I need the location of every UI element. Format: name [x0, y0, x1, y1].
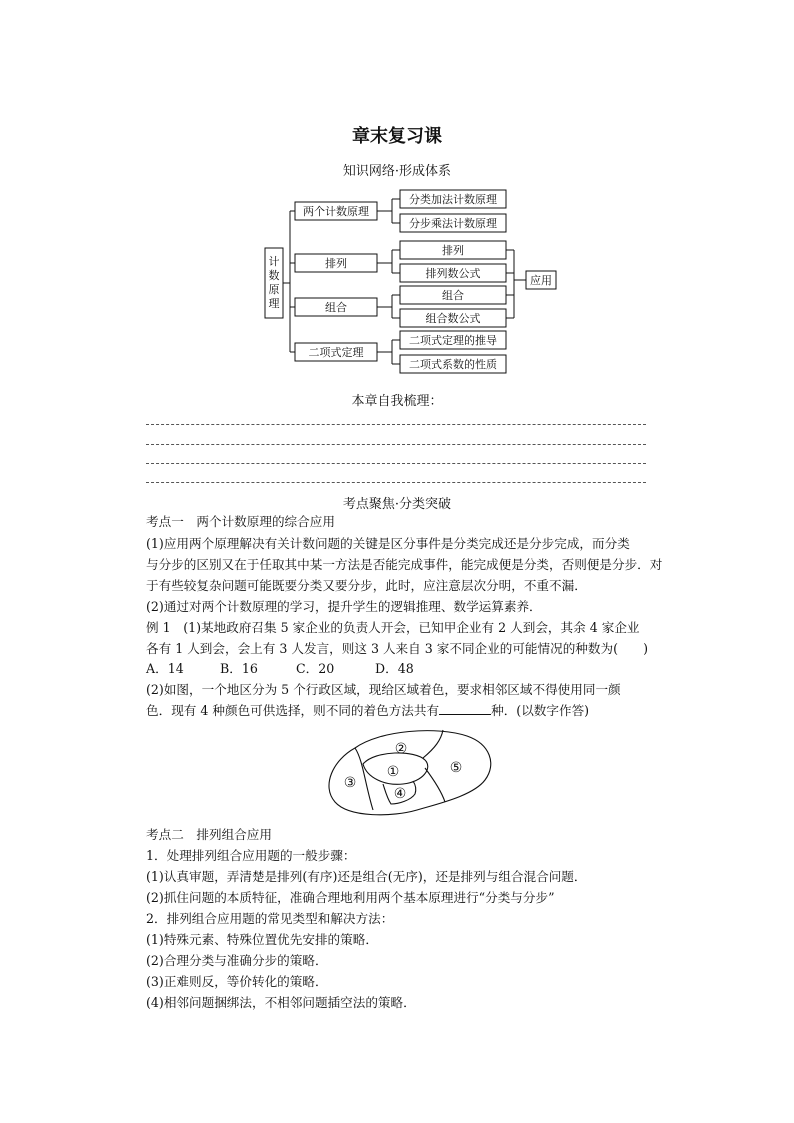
example1-question-text: 种．(以数字作答) — [491, 703, 590, 718]
tree-leaf-label: 分类加法计数原理 — [409, 193, 497, 206]
tree-mid-label: 组合 — [325, 301, 347, 314]
kp2-heading: 考点二 排列组合应用 — [146, 827, 272, 842]
answer-line — [146, 424, 646, 425]
answer-line — [146, 463, 646, 464]
region-map-diagram — [325, 726, 497, 820]
tree-application-label: 应用 — [530, 274, 552, 287]
region-label: ② — [394, 741, 408, 757]
kp2-item: (3)正难则反，等价转化的策略． — [146, 974, 328, 989]
knowledge-tree-diagram — [260, 186, 560, 376]
tree-leaf-label: 二项式定理的推导 — [409, 334, 497, 347]
answer-line — [146, 444, 646, 445]
tree-root-char: 计 — [268, 255, 280, 268]
focus-heading: 考点聚焦·分类突破 — [342, 497, 452, 512]
tree-root-char: 原 — [268, 283, 280, 296]
network-heading: 知识网络·形成体系 — [342, 164, 452, 179]
tree-root-char: 理 — [268, 297, 280, 310]
review-heading: 本章自我梳理： — [351, 394, 443, 409]
tree-leaf-label: 二项式系数的性质 — [409, 358, 497, 371]
kp1-paragraph-line: (1)应用两个原理解决有关计数问题的关键是区分事件是分类完成还是分步完成，而分类 — [146, 536, 630, 551]
tree-leaf-label: 组合数公式 — [425, 312, 481, 325]
page-title: 章末复习课 — [352, 126, 442, 147]
kp2-item: (1)特殊元素、特殊位置优先安排的策略． — [146, 932, 378, 947]
region-label: ③ — [343, 775, 357, 791]
example1-question-line: 例 1 (1)某地政府召集 5 家企业的负责人开会，已知甲企业有 2 人到会，其余 4 家企业 — [146, 620, 640, 635]
kp1-paragraph: (2)通过对两个计数原理的学习，提升学生的逻辑推理、数学运算素养． — [146, 599, 542, 614]
example1-question-text: 色．现有 4 种颜色可供选择，则不同的着色方法共有 — [146, 703, 440, 718]
tree-mid-label: 两个计数原理 — [303, 205, 369, 218]
answer-line — [146, 482, 646, 483]
kp2-item: (2)抓住问题的本质特征，准确合理地利用两个基本原理进行“分类与分步” — [146, 890, 555, 905]
region-label: ④ — [393, 786, 407, 802]
kp1-heading: 考点一 两个计数原理的综合应用 — [146, 514, 335, 529]
kp1-paragraph-line: 于有些较复杂问题可能既要分类又要分步，此时，应注意层次分明，不重不漏． — [146, 578, 587, 593]
region-label: ⑤ — [449, 760, 463, 776]
example1-option: D．48 — [375, 661, 414, 676]
tree-leaf-label: 组合 — [442, 289, 464, 302]
region-label: ① — [386, 764, 400, 780]
example1-option: B．16 — [220, 661, 258, 676]
tree-mid-label: 排列 — [325, 257, 347, 270]
kp2-item: (4)相邻问题捆绑法，不相邻问题插空法的策略． — [146, 995, 416, 1010]
example1-option: A．14 — [146, 661, 184, 676]
tree-leaf-label: 排列数公式 — [425, 267, 481, 280]
tree-leaf-label: 分步乘法计数原理 — [409, 217, 497, 230]
kp2-item: (1)认真审题，弄清楚是排列(有序)还是组合(无序)，还是排列与组合混合问题． — [146, 869, 587, 884]
kp2-item: 2．排列组合应用题的常见类型和解决方法： — [146, 911, 394, 926]
kp2-item: 1．处理排列组合应用题的一般步骤： — [146, 848, 356, 863]
tree-root-char: 数 — [268, 269, 280, 282]
example1-question-line: (2)如图，一个地区分为 5 个行政区域，现给区域着色，要求相邻区域不得使用同一颜 — [146, 682, 621, 697]
answer-blank[interactable] — [439, 702, 491, 715]
example1-option: C．20 — [296, 661, 335, 676]
kp1-paragraph-line: 与分步的区别又在于任取其中某一方法是否能完成事件，能完成便是分类，否则便是分步．对 — [146, 557, 663, 572]
tree-mid-label: 二项式定理 — [308, 346, 364, 359]
example1-question-line: 各有 1 人到会，会上有 3 人发言，则这 3 人来自 3 家不同企业的可能情况的种数为( ) — [146, 641, 649, 656]
kp2-item: (2)合理分类与准确分步的策略． — [146, 953, 328, 968]
tree-leaf-label: 排列 — [442, 244, 464, 257]
example1-question-line — [146, 701, 589, 721]
